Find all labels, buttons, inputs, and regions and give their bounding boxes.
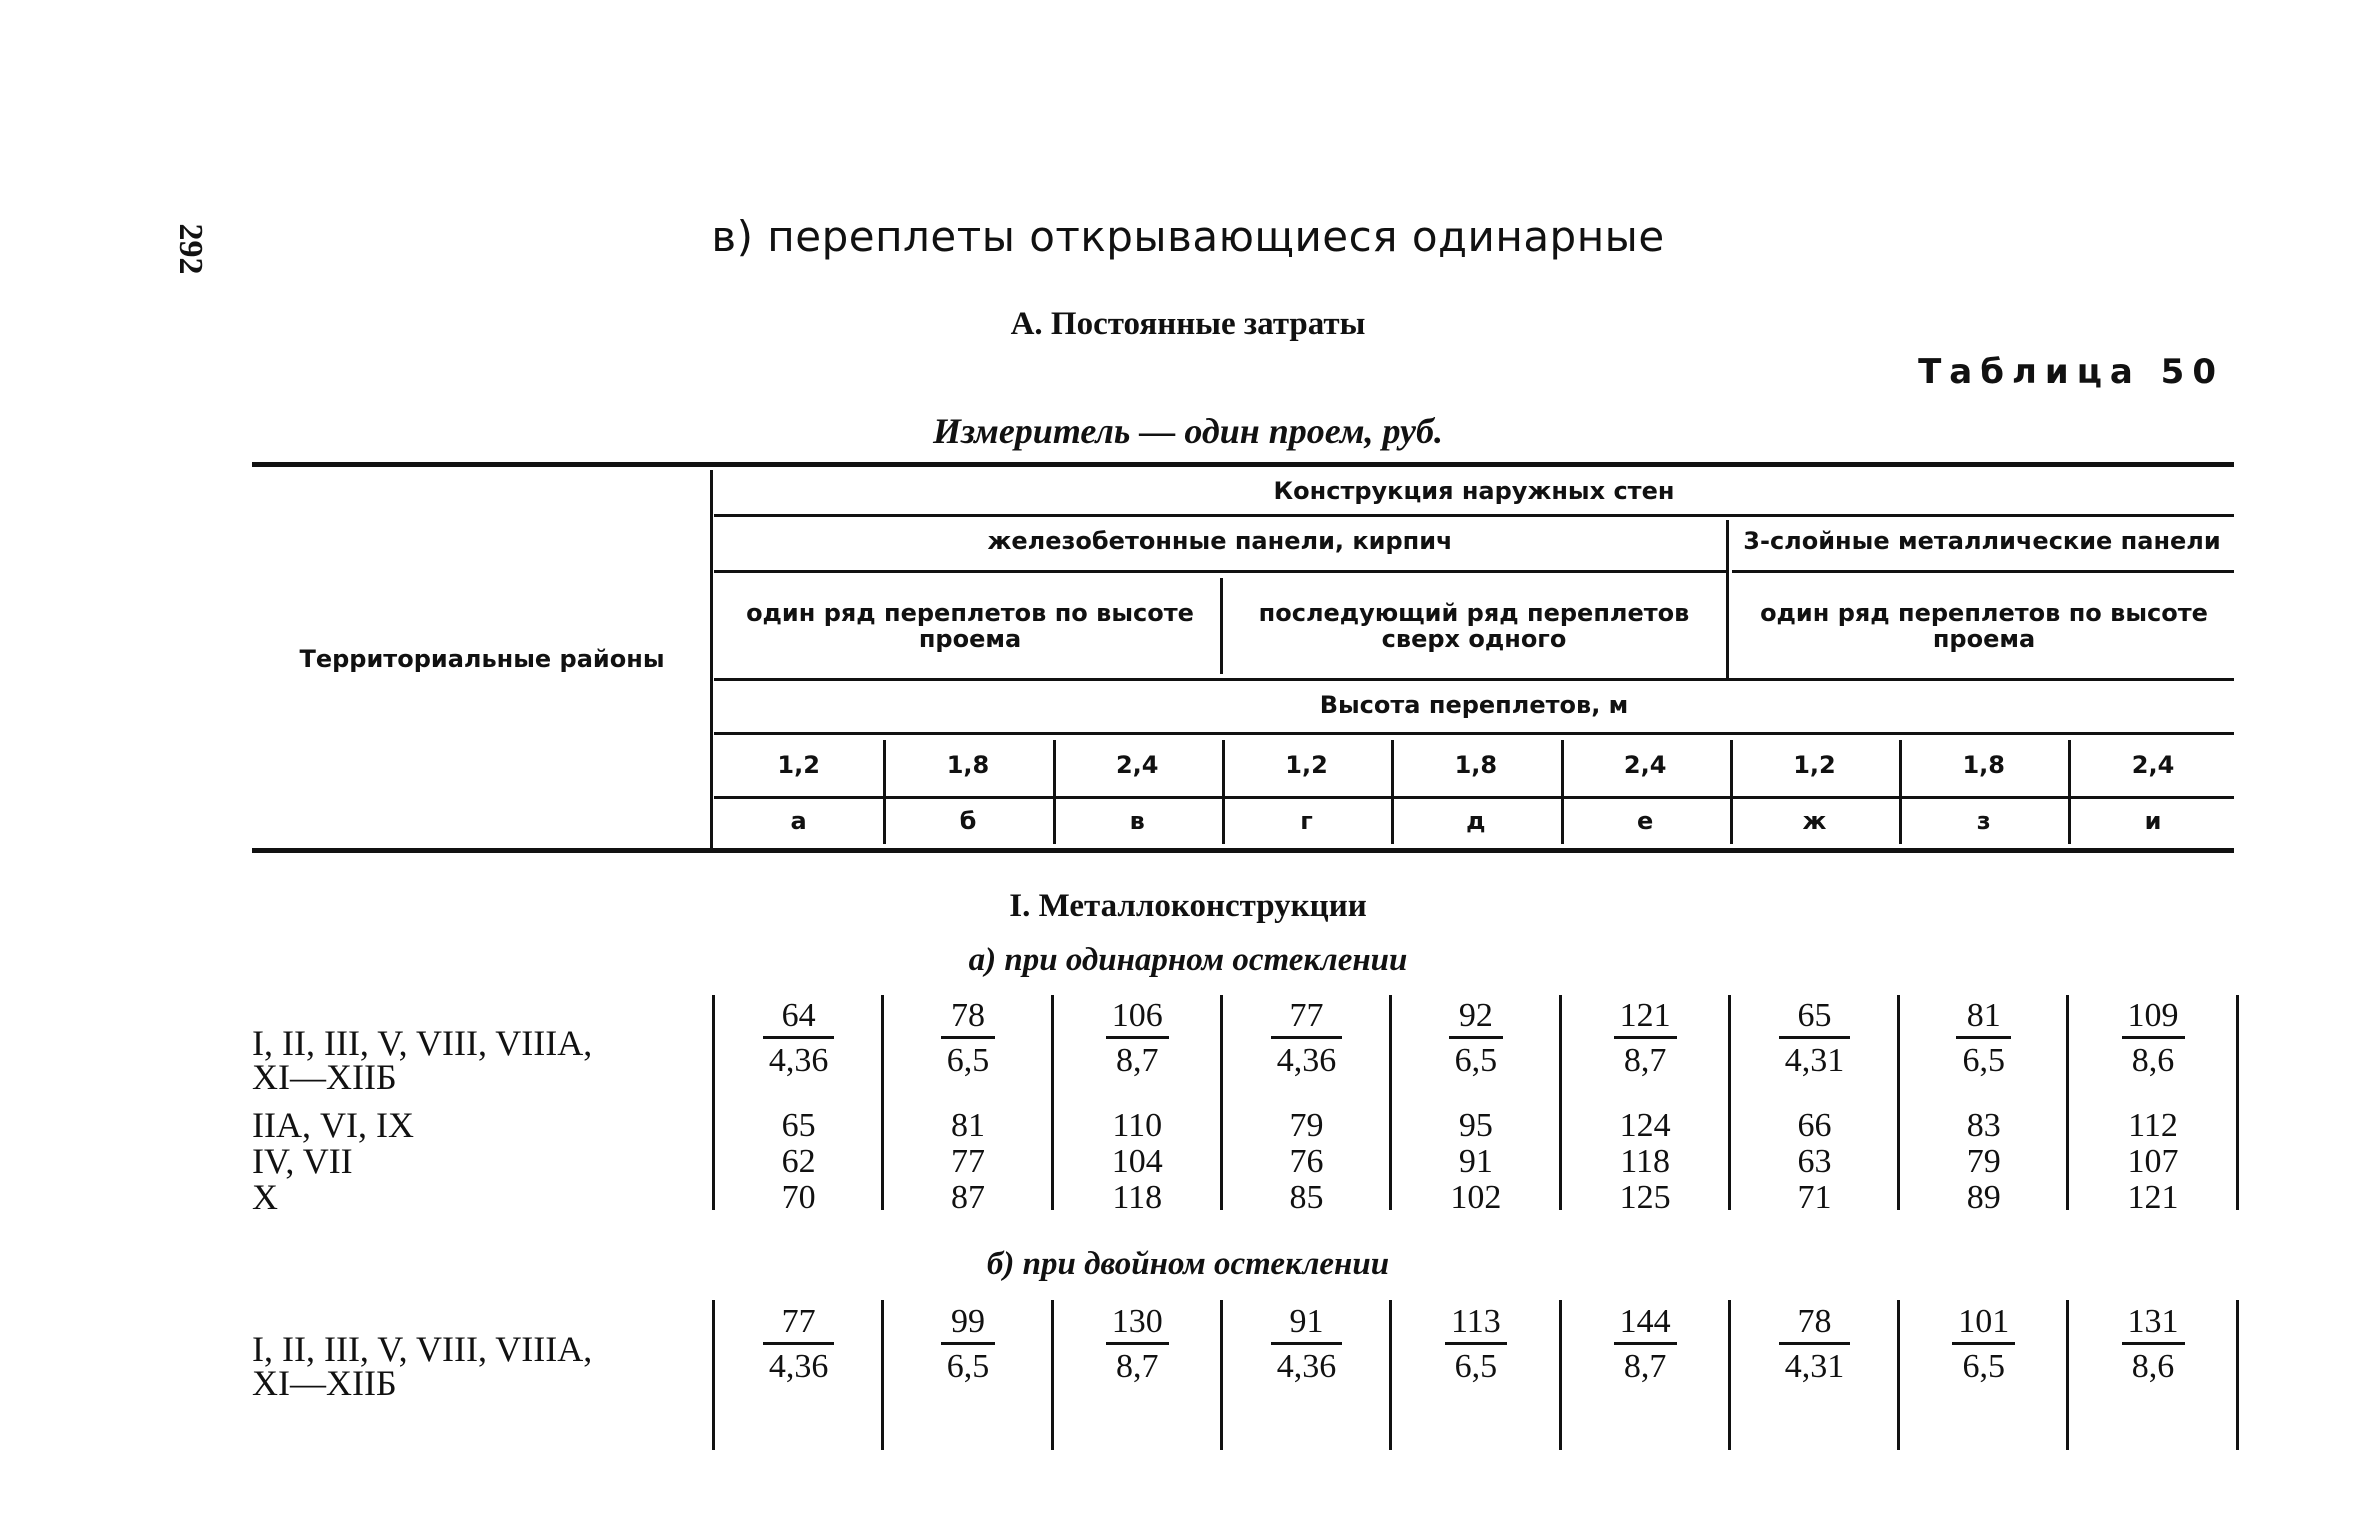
header-height-value: 2,4 [1115, 751, 1159, 779]
fraction-numerator: 109 [2122, 996, 2185, 1039]
fraction-denominator: 4,36 [1276, 1348, 1337, 1385]
header-column-letter: з [1976, 807, 1991, 835]
value-cell: 70 [781, 1179, 816, 1216]
value-cell: 62 [781, 1143, 816, 1180]
value-cell: 118 [1620, 1143, 1671, 1180]
header-height-value: 1,2 [1793, 751, 1836, 779]
value-cell: 89 [1966, 1179, 2001, 1216]
value-cell: 121 [2127, 1179, 2179, 1216]
value-cell: 102 [1450, 1179, 1502, 1216]
fraction-cell [1391, 1302, 1560, 1389]
fraction-cell [1391, 996, 1560, 1083]
header-bottom-rule [252, 848, 2234, 853]
value-cell: 85 [1289, 1179, 1324, 1216]
fraction-denominator: 8,7 [1623, 1348, 1667, 1385]
fraction [763, 1302, 835, 1389]
header-group-b: 3-слойные металлические панели [1743, 527, 2221, 555]
fraction-numerator: 130 [1106, 1302, 1169, 1345]
value-cell: 66 [1797, 1107, 1832, 1144]
fraction-denominator: 8,6 [2131, 1042, 2175, 1079]
page-number: 292 [172, 223, 209, 275]
header-height-value: 1,2 [777, 751, 820, 779]
value-cell: 91 [1458, 1143, 1493, 1180]
fraction-numerator: 77 [1271, 996, 1343, 1039]
value-cell: 104 [1111, 1143, 1163, 1180]
header-column-letter: д [1466, 807, 1486, 835]
value-cell: 79 [1289, 1107, 1324, 1144]
row-label-line1: I, II, III, V, VIII, VIIIА, [252, 1329, 593, 1369]
fraction-numerator: 78 [1779, 1302, 1851, 1345]
fraction [1956, 996, 2011, 1083]
fraction-cell [1222, 996, 1391, 1083]
value-cell: 65 [781, 1107, 816, 1144]
fraction-denominator: 8,7 [1115, 1348, 1159, 1385]
header-height-value: 1,8 [946, 751, 990, 779]
header-sub-a1: один ряд переплетов по высоте проема [746, 599, 1194, 653]
value-cell: 125 [1619, 1179, 1671, 1216]
fraction-cell [883, 1302, 1052, 1389]
header-column-letter: а [790, 807, 807, 835]
header-top-rule [252, 462, 2234, 467]
fraction-denominator: 6,5 [946, 1348, 990, 1385]
fraction-denominator: 4,36 [768, 1348, 829, 1385]
header-rule-3 [714, 678, 2234, 681]
fraction-cell [1222, 1302, 1391, 1389]
header-construction: Конструкция наружных стен [1273, 477, 1675, 505]
value-cell: 95 [1458, 1107, 1493, 1144]
fraction [2122, 1302, 2185, 1389]
fraction [1952, 1302, 2015, 1389]
header-rule-5 [714, 796, 2234, 799]
fraction-denominator: 4,36 [1276, 1042, 1337, 1079]
header-row-label: Территориальные районы [299, 645, 665, 673]
value-cell: 107 [2127, 1143, 2179, 1180]
header-height: Высота переплетов, м [1319, 691, 1629, 719]
fraction [1614, 996, 1677, 1083]
header-sub-a2: последующий ряд переплетов сверх одного [1258, 599, 1690, 653]
header-column-letter: б [959, 807, 977, 835]
value-cell: 79 [1966, 1143, 2001, 1180]
fraction [763, 996, 835, 1083]
value-cell: 63 [1797, 1143, 1832, 1180]
fraction-denominator: 6,5 [946, 1042, 990, 1079]
fraction-numerator: 131 [2122, 1302, 2185, 1345]
fraction-numerator: 92 [1449, 996, 1504, 1039]
header-column-letter: в [1129, 807, 1145, 835]
header-height-value: 1,8 [1454, 751, 1498, 779]
header-rule-1 [714, 514, 2234, 517]
measurement-unit: Измеритель — один проем, руб. [933, 411, 1443, 451]
section-title: в) переплеты открывающиеся одинарные [711, 212, 1665, 261]
subgroup-a-title: а) при одинарном остеклении [968, 942, 1408, 978]
value-cell: 87 [950, 1179, 985, 1216]
fraction-cell [1730, 1302, 1899, 1389]
value-cell: 77 [950, 1143, 985, 1180]
value-cell: 112 [2128, 1107, 2178, 1144]
fraction-denominator: 6,5 [1962, 1042, 2005, 1079]
fraction [1449, 996, 1504, 1083]
fraction-denominator: 4,31 [1784, 1348, 1845, 1385]
fraction-cell [714, 1302, 883, 1389]
header-height-value: 2,4 [1623, 751, 1667, 779]
header-height-value: 1,2 [1285, 751, 1328, 779]
fraction-numerator: 77 [763, 1302, 835, 1345]
header-group-divider [1726, 520, 1729, 678]
row-label: IV, VII [252, 1141, 353, 1181]
fraction [1106, 1302, 1169, 1389]
table-number: Таблица 50 [1918, 352, 2224, 392]
value-cell: 76 [1289, 1143, 1324, 1180]
fraction-denominator: 8,7 [1623, 1042, 1667, 1079]
fraction [2122, 996, 2185, 1083]
fraction [1445, 1302, 1507, 1389]
header-column-letter: и [2144, 807, 2162, 835]
header-rule-2b [1732, 570, 2234, 573]
value-cell: 110 [1112, 1107, 1163, 1144]
header-column-letter: е [1637, 807, 1654, 835]
fraction-cell [2068, 996, 2237, 1083]
fraction-cell [714, 996, 883, 1083]
fraction [941, 996, 996, 1083]
fraction-cell [1730, 996, 1899, 1083]
fraction-numerator: 101 [1952, 1302, 2015, 1345]
header-rule-4 [714, 732, 2234, 735]
row-label-line2: XI—XIIБ [252, 1363, 397, 1403]
fraction-cell [1561, 996, 1730, 1083]
fraction [1271, 1302, 1343, 1389]
fraction-cell [1053, 1302, 1222, 1389]
value-cell: 118 [1112, 1179, 1163, 1216]
fraction [1779, 996, 1851, 1083]
fraction-cell [1899, 1302, 2068, 1389]
fraction [1271, 996, 1343, 1083]
row-label-line2: XI—XIIБ [252, 1057, 397, 1097]
fraction [941, 1302, 996, 1389]
fraction-numerator: 64 [763, 996, 835, 1039]
header-height-value: 2,4 [2131, 751, 2175, 779]
fraction-numerator: 81 [1956, 996, 2011, 1039]
fraction-cell [2068, 1302, 2237, 1389]
fraction-numerator: 78 [941, 996, 996, 1039]
fraction [1106, 996, 1169, 1083]
value-cell: 81 [950, 1107, 985, 1144]
value-cell: 71 [1797, 1179, 1832, 1216]
header-rule-2 [714, 570, 1726, 573]
value-cell: 124 [1619, 1107, 1671, 1144]
header-column-letter: г [1300, 807, 1313, 835]
fraction [1779, 1302, 1851, 1389]
row-label: X [252, 1177, 278, 1217]
fraction-denominator: 4,31 [1784, 1042, 1845, 1079]
row-label-line1: I, II, III, V, VIII, VIIIА, [252, 1023, 593, 1063]
fraction-denominator: 6,5 [1454, 1348, 1498, 1385]
fraction-denominator: 6,5 [1962, 1348, 2005, 1385]
value-cell: 83 [1966, 1107, 2001, 1144]
fraction-denominator: 6,5 [1454, 1042, 1498, 1079]
header-sub-b1: один ряд переплетов по высоте проема [1760, 599, 2208, 653]
fraction-numerator: 106 [1106, 996, 1169, 1039]
header-height-value: 1,8 [1962, 751, 2005, 779]
fraction-denominator: 8,7 [1115, 1042, 1159, 1079]
fraction-denominator: 4,36 [768, 1042, 829, 1079]
fraction-numerator: 99 [941, 1302, 996, 1345]
row-label: IIА, VI, IX [252, 1105, 414, 1145]
fraction-numerator: 113 [1445, 1302, 1507, 1345]
header-column-letter: ж [1802, 807, 1827, 835]
header-group-a: железобетонные панели, кирпич [987, 527, 1453, 555]
header-sub-divider [1220, 578, 1223, 674]
fraction-numerator: 144 [1614, 1302, 1677, 1345]
fraction-cell [1053, 996, 1222, 1083]
fraction [1614, 1302, 1677, 1389]
fraction-denominator: 8,6 [2131, 1348, 2175, 1385]
group-title: I. Металлоконструкции [1009, 888, 1367, 924]
subsection-title: А. Постоянные затраты [1010, 306, 1366, 342]
fraction-cell [1899, 996, 2068, 1083]
fraction-numerator: 121 [1614, 996, 1677, 1039]
fraction-cell [883, 996, 1052, 1083]
subgroup-b-title: б) при двойном остеклении [986, 1246, 1390, 1282]
fraction-numerator: 65 [1779, 996, 1851, 1039]
fraction-cell [1561, 1302, 1730, 1389]
fraction-numerator: 91 [1271, 1302, 1343, 1345]
